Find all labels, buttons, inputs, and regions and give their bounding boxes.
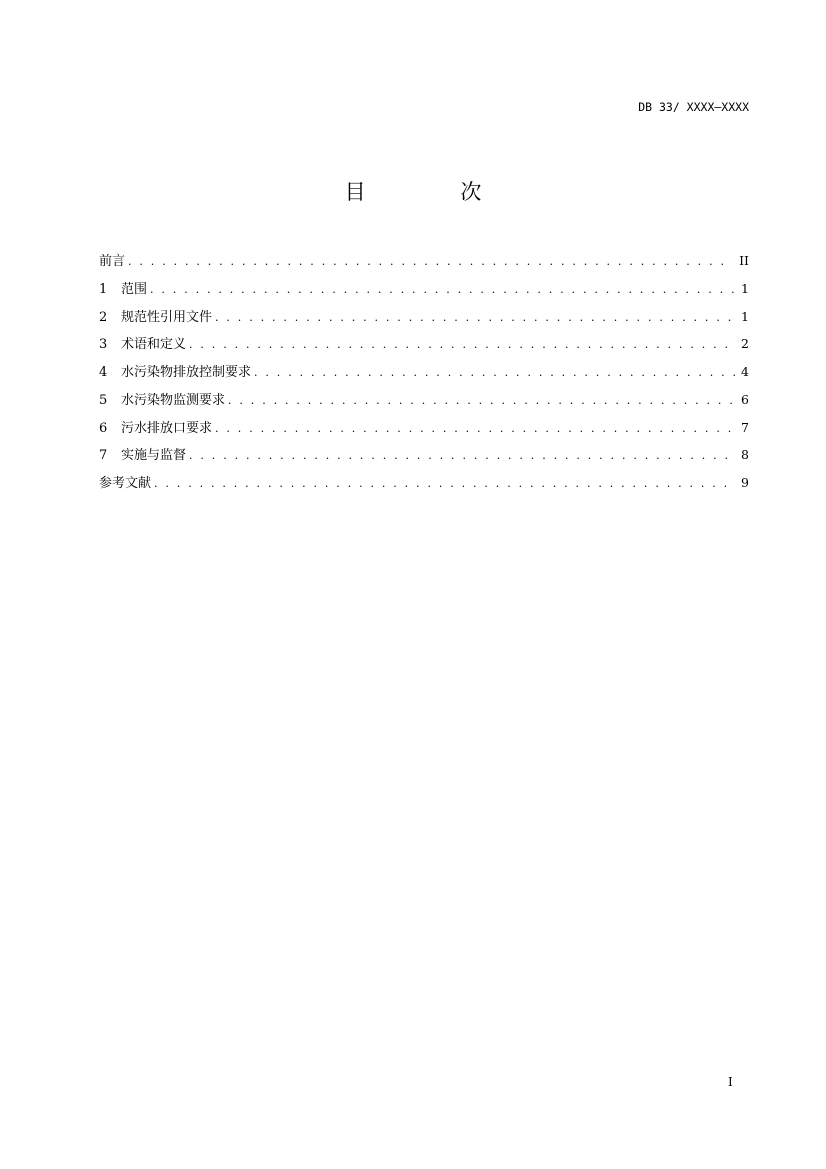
toc-entry-label: 水污染物监测要求	[121, 392, 226, 408]
toc-entry-foreword[interactable]	[99, 252, 749, 280]
toc-entry-page: 4	[741, 364, 749, 379]
toc-entry-label: 范围	[121, 281, 148, 297]
toc-entry-implementation[interactable]	[99, 446, 749, 474]
toc-entry-number: 4	[99, 365, 108, 380]
toc-dot-leader	[189, 336, 735, 354]
toc-entry-outlet[interactable]	[99, 419, 749, 447]
toc-dot-leader	[228, 392, 735, 410]
toc-entry-page: 2	[741, 336, 749, 352]
toc-entry-label: 实施与监督	[121, 448, 187, 464]
toc-entry-normative-references[interactable]	[99, 308, 749, 336]
toc-entry-page: 1	[741, 280, 749, 296]
toc-entry-number: 3	[99, 337, 108, 353]
toc-entry-number: 2	[99, 309, 108, 325]
toc-entry-monitoring[interactable]	[99, 391, 749, 419]
toc-entry-page: 1	[741, 308, 749, 324]
toc-entry-page: 8	[741, 447, 749, 463]
toc-dot-leader	[254, 364, 735, 382]
toc-dot-leader	[128, 253, 733, 271]
page-number: I	[728, 1075, 733, 1089]
toc-entry-label: 污水排放口要求	[121, 420, 213, 436]
toc-title: 目 次	[344, 180, 526, 204]
toc-entry-page: 7	[741, 419, 749, 435]
toc-entry-terms-definitions[interactable]	[99, 335, 749, 363]
toc-entry-page: 6	[741, 391, 749, 407]
toc-entry-number: 6	[99, 420, 108, 436]
toc-entry-discharge-control[interactable]	[99, 363, 749, 391]
toc-entry-label: 水污染物排放控制要求	[121, 365, 252, 380]
toc-entry-scope[interactable]	[99, 280, 749, 308]
toc-dot-leader	[215, 309, 735, 327]
toc-entry-number: 5	[99, 392, 108, 408]
toc-dot-leader	[189, 447, 735, 465]
toc-list	[99, 252, 749, 502]
toc-entry-number: 1	[99, 281, 108, 297]
toc-entry-label: 术语和定义	[121, 337, 187, 353]
toc-dot-leader	[150, 281, 735, 299]
toc-dot-leader	[154, 475, 735, 493]
toc-entry-page: 9	[741, 475, 749, 490]
toc-entry-number: 7	[99, 448, 108, 464]
toc-entry-label: 前言	[99, 254, 126, 269]
document-code: DB 33/ XXXX—XXXX	[638, 100, 749, 114]
toc-dot-leader	[215, 420, 735, 438]
toc-entry-bibliography[interactable]	[99, 474, 749, 502]
toc-entry-page: II	[739, 253, 749, 268]
toc-entry-label: 规范性引用文件	[121, 309, 213, 325]
toc-entry-label: 参考文献	[99, 476, 152, 491]
